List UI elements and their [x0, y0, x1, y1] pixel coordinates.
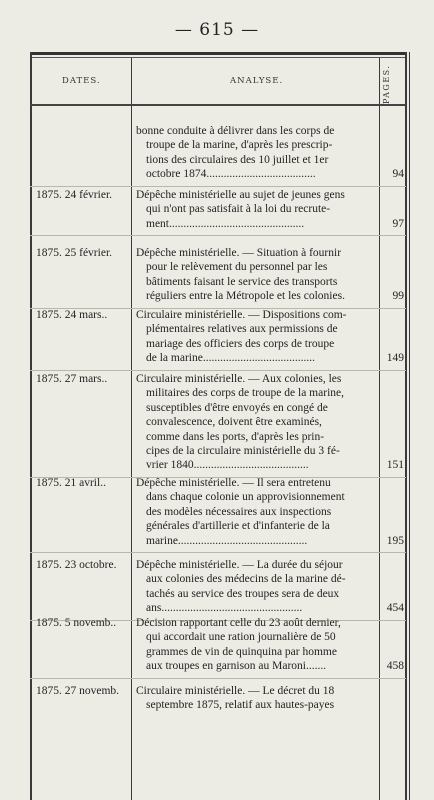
entry-line: Dépêche ministérielle. — La durée du séjour [136, 559, 343, 571]
entry-line: Circulaire ministérielle. — Dispositions com- [136, 309, 347, 321]
page-number: — 615 — [174, 20, 260, 40]
entry-analysis [136, 684, 378, 713]
entry-analysis [136, 124, 378, 182]
entry-line: bonne conduite à délivrer dans les corps de [136, 125, 335, 137]
column-rule-left [30, 52, 32, 800]
entry-line: marine............................................. [146, 534, 308, 547]
entry-line: générales d'artillerie et d'infanterie de la [146, 520, 330, 533]
entry-line: de la marine....................................... [146, 352, 315, 365]
entry-line: Dépêche ministérielle. — Il sera entretenu [136, 477, 331, 489]
entry-line: convalescence, doivent être examinés, [146, 416, 322, 429]
entry-line: pour le relèvement du personnel par les [146, 261, 328, 274]
entry-line: Dépêche ministérielle au sujet de jeunes gens [136, 189, 345, 201]
entry-analysis [136, 308, 378, 366]
entry-line: qui n'ont pas satisfait à la loi du recrute- [146, 203, 331, 216]
header-pages: PAGES. [382, 64, 391, 104]
entry-line: mariage des officiers des corps de troupe [146, 337, 335, 350]
entry-analysis [136, 558, 378, 616]
entry-date: 1875. 24 février. [36, 189, 113, 201]
entry-line: tachés au service des troupes sera de deux [146, 587, 340, 600]
table-top-rule-thin [30, 57, 406, 58]
entry-page: 458 [386, 660, 404, 673]
entry-date: 1875. 21 avril.. [36, 477, 106, 489]
entry-line: octobre 1874...................................... [146, 168, 316, 181]
entry-page: 151 [386, 459, 404, 472]
column-rule-pages [379, 58, 380, 800]
entry-line: réguliers entre la Métropole et les colonies. [146, 290, 345, 303]
entry-analysis [136, 616, 378, 674]
entry-line: vrier 1840........................................ [146, 459, 309, 472]
entry-page: 454 [386, 602, 404, 615]
entry-line: susceptibles d'être envoyés en congé de [146, 401, 328, 414]
header-analyse: ANALYSE. [230, 76, 284, 86]
entry-line: plémentaires relatives aux permissions de [146, 323, 338, 336]
row-separator [30, 552, 406, 553]
entry-analysis [136, 188, 378, 231]
entry-line: Dépêche ministérielle. — Situation à fournir [136, 247, 342, 259]
entry-line: ans................................................. [146, 602, 303, 615]
entry-line: aux colonies des médecins de la marine dé- [146, 573, 346, 586]
table-top-rule [30, 52, 406, 55]
column-rule-right-outer [409, 52, 410, 800]
entry-analysis [136, 246, 378, 304]
entry-page: 99 [392, 290, 404, 303]
entry-line: septembre 1875, relatif aux hautes-payes [146, 699, 335, 712]
entry-date: 1875. 23 octobre. [36, 559, 117, 571]
entry-line: Circulaire ministérielle. — Le décret du 18 [136, 685, 335, 697]
row-separator [30, 186, 406, 187]
entry-line: dans chaque colonie un approvisionnement [146, 491, 345, 504]
entry-line: Décision rapportant celle du 23 août dernier, [136, 617, 341, 629]
entry-date: 1875. 25 février. [36, 247, 113, 259]
entry-date: 1875. 5 novemb.. [36, 617, 117, 629]
entry-page: 149 [386, 352, 404, 365]
entry-line: des modèles nécessaires aux inspections [146, 505, 332, 518]
entry-page: 97 [392, 217, 404, 230]
entry-line: militaires des corps de troupe de la marine, [146, 387, 344, 400]
row-separator [30, 678, 406, 679]
entry-analysis [136, 372, 378, 473]
entry-page: 94 [392, 168, 404, 181]
entry-line: aux troupes en garnison au Maroni....... [146, 660, 327, 673]
entry-line: bâtiments faisant le service des transports [146, 275, 338, 288]
entry-date: 1875. 27 novemb. [36, 685, 120, 697]
entry-analysis [136, 476, 378, 548]
row-separator [30, 370, 406, 371]
entry-line: qui accordait une ration journalière de 50 [146, 631, 336, 644]
entry-line: comme dans les ports, d'après les prin- [146, 430, 325, 443]
row-separator [30, 235, 406, 236]
entry-line: cipes de la circulaire ministérielle du 3 fé- [146, 445, 340, 458]
entry-page: 195 [386, 534, 404, 547]
entry-line: tions des circulaires des 10 juillet et 1er [146, 153, 329, 166]
entry-date: 1875. 27 mars.. [36, 373, 108, 385]
entry-line: Circulaire ministérielle. — Aux colonies, les [136, 373, 342, 385]
entry-line: grammes de vin de quinquina par homme [146, 645, 337, 658]
entry-date: 1875. 24 mars.. [36, 309, 108, 321]
column-rule-right [405, 52, 407, 800]
header-dates: DATES. [62, 76, 101, 86]
entry-line: ment............................................... [146, 217, 305, 230]
entry-line: troupe de la marine, d'après les prescrip- [146, 139, 333, 152]
header-rule [30, 104, 406, 106]
